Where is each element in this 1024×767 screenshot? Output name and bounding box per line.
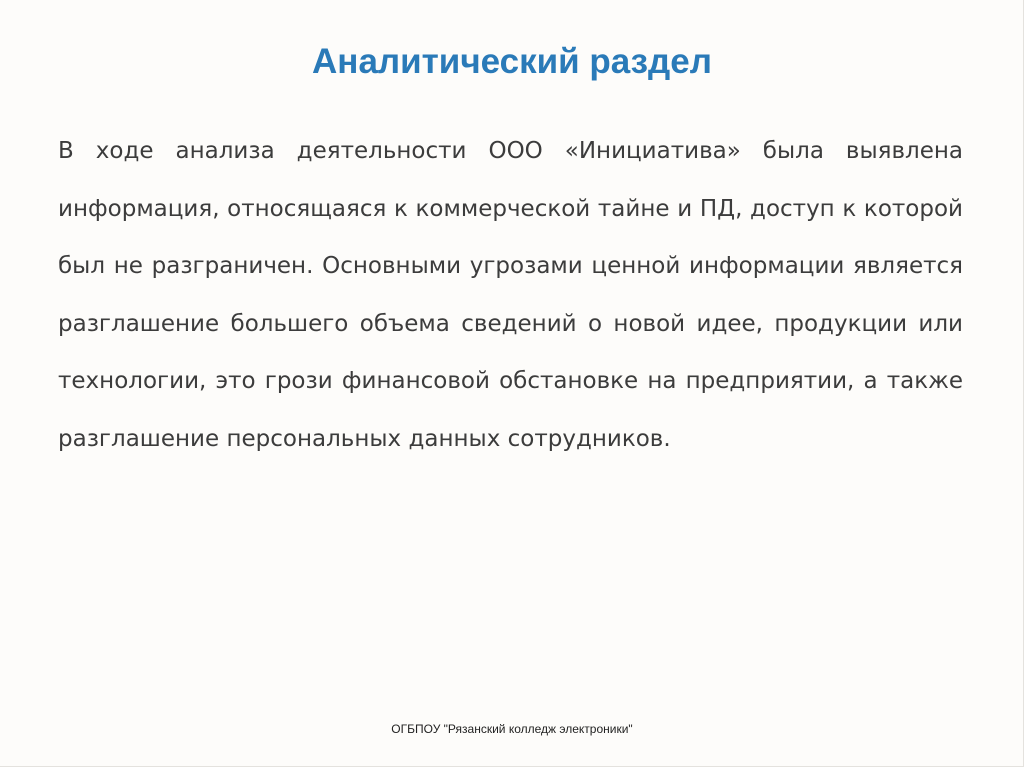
slide-footer: ОГБПОУ "Рязанский колледж электроники": [391, 722, 633, 736]
slide-title: Аналитический раздел: [312, 42, 712, 81]
slide-body-text: В ходе анализа деятельности ООО «Инициатива» была выявлена информация, относящаяся к коммерческой тайне и ПД, доступ к которой был не разграничен. Основными угрозами ценной информации является разглашение большего объема сведений о новой идее, продукции или технологии, это грози финансовой обстановке на предприятии, а также разглашение персональных данных сотрудников.: [58, 138, 963, 452]
